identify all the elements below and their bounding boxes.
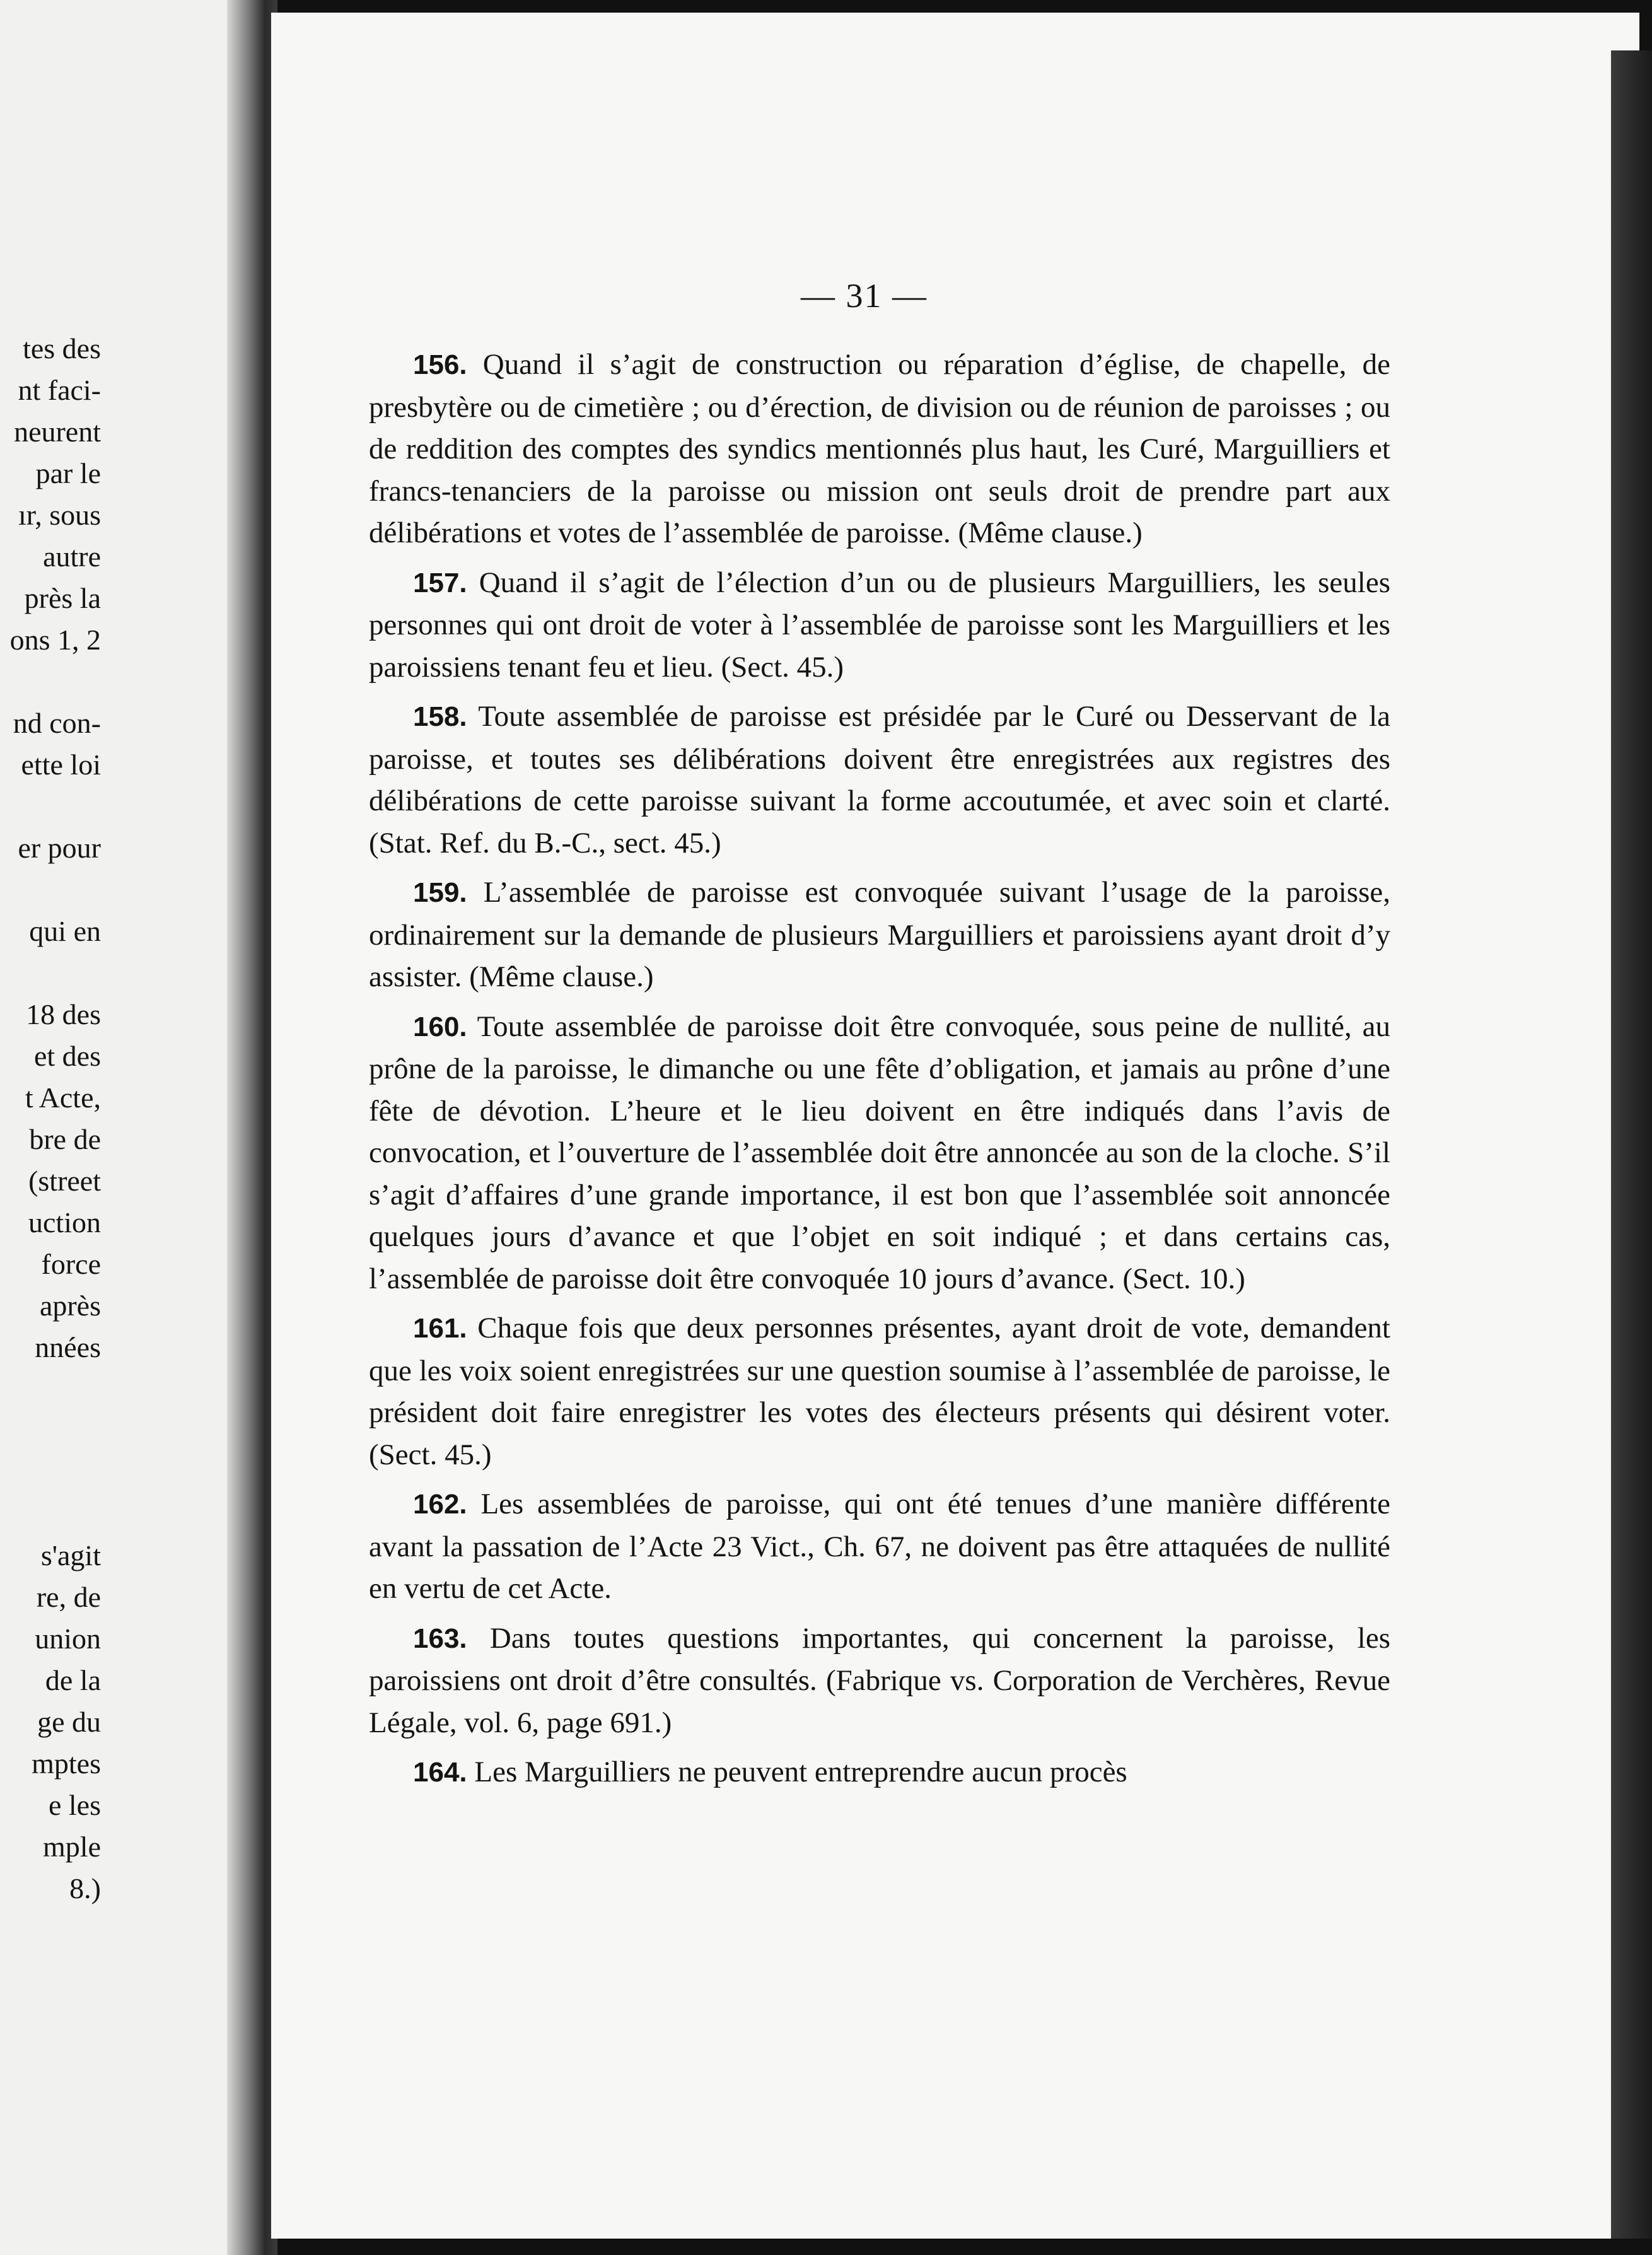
article-text: Les assemblées de paroisse, qui ont été tenues d’une manière différente avant la passation de l’Acte 23 Vict., Ch. 67, ne doivent pas être attaquées de nullité en vertu de cet Acte. [369,1488,1390,1605]
facing-page-line: 8.) [69,1872,101,1904]
facing-page-line: ons 1, 2 [9,624,101,656]
facing-page-line: qui en [29,915,101,947]
facing-page-line [0,661,101,702]
article-text: Toute assemblée de paroisse est présidée par le Curé ou Desservant de la paroisse, et toutes ses délibérations doivent être enregistrées aux registres des délibérations de cette paroisse suivant la forme accoutumée, et avec soin et clarté. (Stat. Ref. du B.-C., sect. 45.) [369,700,1390,859]
facing-page-line: t Acte, [25,1081,101,1114]
article-paragraph [369,1751,1390,1794]
article-paragraph [369,696,1390,864]
facing-page-line: 18 des [26,998,101,1030]
facing-page-line: mple [43,1831,101,1863]
facing-page-line: et des [33,1040,101,1072]
facing-page-line: mptes [32,1747,101,1780]
facing-page-line: près la [24,582,101,614]
article-number: 156. [413,349,467,380]
facing-page-line [0,952,101,994]
article-paragraph [369,1617,1390,1744]
facing-page-line: union [35,1623,101,1655]
article-number: 162. [413,1489,467,1520]
article-paragraph [369,871,1390,998]
facing-page-line: autre [43,540,101,573]
article-text: Quand il s’agit de l’élection d’un ou de plusieurs Marguilliers, les seules personnes qui ont droit de voter à l’assemblée de paroisse sont les Marguilliers et les paroissiens tenant feu et lieu. (Sect. 45.) [369,566,1390,684]
article-text: Toute assemblée de paroisse doit être convoquée, sous peine de nullité, au prône de la paroisse, le dimanche ou une fête d’obligation, et jamais au prône d’une fête de dévotion. L’heure et le lieu doivent en être indiqués dans l’avis de convocation, et l’ouverture de l’assemblée doit être annoncée au son de la cloche. S’il s’agit d’affaires d’une grande importance, il est bon que l’assemblée soit annoncée quelques jours d’avance et que l’objet en soit indiqué ; et dans certains cas, l’assemblée de paroisse doit être convoquée 10 jours d’avance. (Sect. 10.) [369,1010,1390,1295]
facing-page-line: re, de [36,1581,101,1613]
article-number: 161. [413,1313,467,1344]
facing-page-text [0,328,101,1909]
facing-page-line [0,1410,101,1452]
article-paragraph [369,1307,1390,1476]
article-paragraph [369,344,1390,554]
page-number: — 31 — [801,277,928,315]
facing-page-line: de la [45,1664,101,1696]
article-number: 163. [413,1623,467,1654]
article-text: Chaque fois que deux personnes présentes, ayant droit de vote, demandent que les voix soient enregistrées sur une question soumise à l’assemblée de paroisse, le président doit faire enregistrer les votes des électeurs présents qui désirent voter. (Sect. 45.) [369,1312,1390,1471]
facing-page-line: ır, sous [18,499,101,531]
facing-page-line: (street [28,1165,101,1197]
page-edge [1611,50,1652,2239]
book-gutter [227,0,277,2255]
article-text: Quand il s’agit de construction ou réparation d’église, de chapelle, de presbytère ou de cimetière ; ou d’érection, de division ou de réunion de paroisses ; ou de reddition des comptes des syndics mentionnés plus haut, les Curé, Marguilliers et francs-tenanciers de la paroisse ou mission ont seuls droit de prendre part aux délibérations et votes de l’assemblée de paroisse. (Même clause.) [369,348,1390,549]
facing-page-line [0,869,101,911]
facing-page-line: ge du [37,1706,101,1738]
article-number: 164. [413,1757,467,1788]
facing-page-line [0,1368,101,1410]
article-text: Dans toutes questions importantes, qui concernent la paroisse, les paroissiens ont droit d’être consultés. (Fabrique vs. Corporation de Verchères, Revue Légale, vol. 6, page 691.) [369,1621,1390,1739]
facing-page [0,0,252,2255]
article-number: 159. [413,877,467,908]
facing-page-line: e les [48,1789,101,1821]
facing-page-line: uction [28,1206,101,1238]
article-number: 160. [413,1011,467,1042]
article-text: Les Marguilliers ne peuvent entreprendre aucun procès [467,1756,1127,1788]
page-body [369,344,1390,1802]
article-number: 158. [413,701,467,732]
facing-page-line: après [39,1290,101,1322]
facing-page-line: nd con- [13,707,101,739]
article-paragraph [369,1006,1390,1300]
article-text: L’assemblée de paroisse est convoquée suivant l’usage de la paroisse, ordinairement sur la demande de plusieurs Marguilliers et paroissiens ayant droit d’y assister. (Même clause.) [369,876,1390,993]
article-number: 157. [413,567,467,598]
facing-page-line [0,786,101,827]
facing-page-line: ette loi [21,749,101,781]
facing-page-line: par le [35,457,101,489]
facing-page-line: er pour [18,832,101,864]
facing-page-line: tes des [23,332,101,364]
article-paragraph [369,562,1390,689]
facing-page-line [0,1493,101,1535]
facing-page-line [0,1452,101,1493]
facing-page-line: bre de [29,1123,101,1155]
facing-page-line: force [41,1248,101,1280]
facing-page-line: neurent [14,416,101,448]
facing-page-line: nnées [35,1331,101,1363]
article-paragraph [369,1483,1390,1610]
facing-page-line: nt faci- [18,374,101,406]
facing-page-line: s'agit [40,1539,101,1571]
